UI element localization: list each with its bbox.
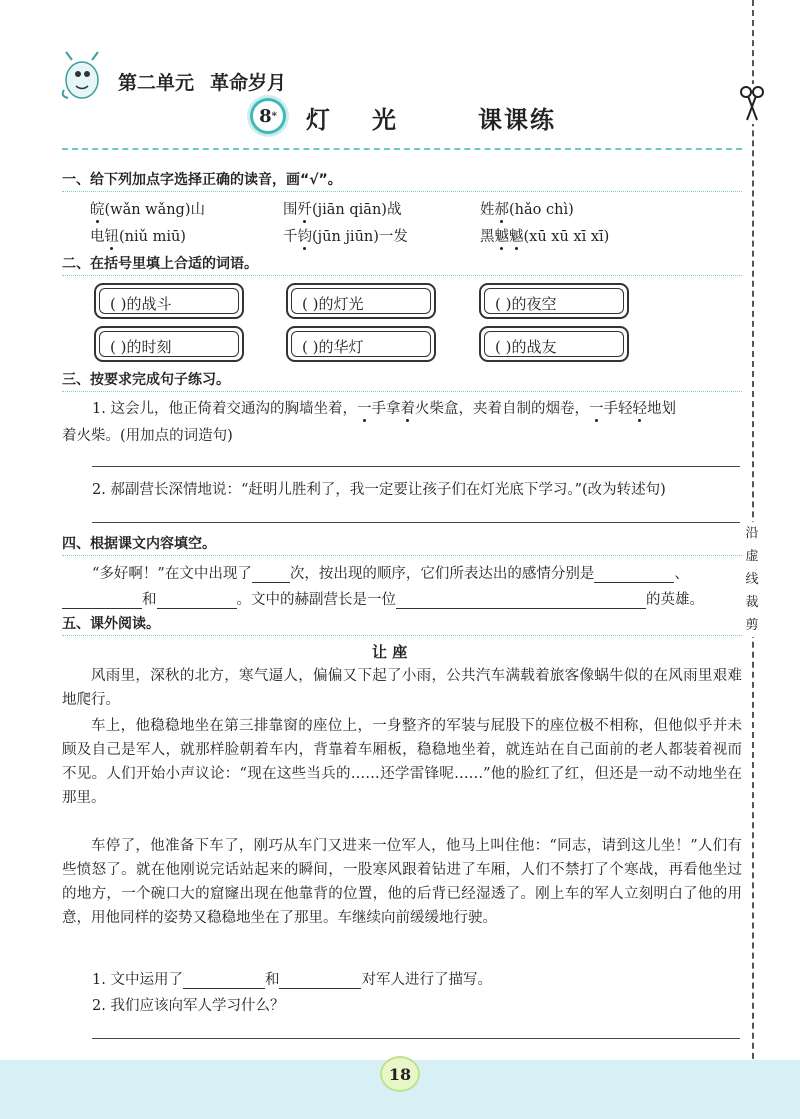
pinyin-item-3: 姓郝(hǎo chì) bbox=[480, 202, 574, 218]
story-title: 让 座 bbox=[372, 643, 408, 661]
word-box-1[interactable]: ( )的战斗 bbox=[94, 283, 244, 319]
lesson-title bbox=[306, 100, 556, 135]
word-box-2[interactable]: ( )的灯光 bbox=[286, 283, 436, 319]
cut-instruction: 沿虚线裁剪 bbox=[744, 522, 760, 637]
page-number: 18 bbox=[380, 1056, 420, 1092]
blank-description-2[interactable] bbox=[279, 973, 361, 989]
answer-line-reading[interactable] bbox=[92, 1038, 740, 1039]
word-box-3[interactable]: ( )的夜空 bbox=[479, 283, 629, 319]
unit-label: 第二单元 bbox=[118, 72, 195, 94]
word-box-6[interactable]: ( )的战友 bbox=[479, 326, 629, 362]
blank-hero[interactable] bbox=[396, 593, 646, 609]
sentence-q1-line1: 1. 这会儿，他正倚着交通沟的胸墙坐着，一手拿着火柴盒，夹着自制的烟卷，一手轻轻地划 bbox=[92, 401, 676, 417]
answer-line-q2[interactable] bbox=[92, 522, 740, 523]
pinyin-item-4: 电钮(niǔ miū) bbox=[90, 229, 186, 245]
story-paragraph-3: 车停了，他准备下车了，刚巧从车门又进来一位军人，他马上叫住他：“同志，请到这儿坐！”人们有些愤怒了。就在他刚说完话站起来的瞬间，一股寒风跟着钻进了车厢，人们不禁打了个寒战，再看他坐过的地方，一个碗口大的窟窿出现在他靠背的位置，他的后背已经湿透了。刚上车的军人立刻明白了他的用意，用他同样的姿势又稳稳地坐在了那里。车继续向前缓缓地行驶。 bbox=[62, 838, 742, 926]
lesson-number: 8 bbox=[259, 105, 272, 127]
section-5-title: 五、课外阅读。 bbox=[62, 614, 742, 636]
unit-theme: 革命岁月 bbox=[210, 72, 287, 94]
title-char-2: 光 bbox=[372, 106, 398, 134]
lesson-mark: * bbox=[271, 110, 277, 122]
pinyin-item-1: 皖(wǎn wǎng)山 bbox=[90, 202, 205, 218]
sentence-q2: 2. 郝副营长深情地说：“赶明儿胜利了，我一定要让孩子们在灯光底下学习。”(改为转述句) bbox=[92, 482, 666, 498]
pinyin-item-2: 围歼(jiān qiān)战 bbox=[283, 202, 402, 218]
mascot-icon bbox=[58, 50, 104, 102]
scissors-icon bbox=[737, 84, 767, 124]
section-4-title: 四、根据课文内容填空。 bbox=[62, 534, 742, 556]
title-char-1: 灯 bbox=[306, 106, 332, 134]
section-1-title: 一、给下列加点字选择正确的读音，画“√”。 bbox=[62, 170, 742, 192]
series-label: 课课练 bbox=[478, 106, 556, 134]
blank-count[interactable] bbox=[252, 567, 290, 583]
blank-emotion-2[interactable] bbox=[62, 593, 142, 609]
pinyin-item-5: 千钧(jūn jiūn)一发 bbox=[283, 229, 408, 245]
fill-line-2: 和 。文中的赫副营长是一位 的英雄。 bbox=[62, 588, 704, 609]
word-box-4[interactable]: ( )的时刻 bbox=[94, 326, 244, 362]
reading-q1: 1. 文中运用了 和 对军人进行了描写。 bbox=[92, 972, 492, 988]
blank-emotion-3[interactable] bbox=[157, 593, 237, 609]
blank-emotion-1[interactable] bbox=[594, 567, 674, 583]
blank-description-1[interactable] bbox=[183, 973, 265, 989]
fill-line-1: “多好啊！”在文中出现了 次，按出现的顺序，它们所表达出的感情分别是 、 bbox=[92, 566, 689, 582]
sentence-q1-line2: 着火柴。(用加点的词造句) bbox=[62, 428, 233, 444]
story-paragraph-2: 车上，他稳稳地坐在第三排靠窗的座位上，一身整齐的军装与屁股下的座位极不相称，但他似乎并未顾及自己是军人，就那样脸朝着车内，背靠着车厢板，稳稳地坐着，就连站在自己面前的老人都装着视而不见。人们开始小声议论：“现在这些当兵的……还学雷锋呢……”他的脸红了红，但还是一动不动地坐在那里。 bbox=[62, 718, 742, 806]
word-box-5[interactable]: ( )的华灯 bbox=[286, 326, 436, 362]
reading-q2: 2. 我们应该向军人学习什么？ bbox=[92, 998, 285, 1014]
pinyin-item-6: 黑魆魆(xū xū xī xī) bbox=[480, 229, 610, 245]
header-divider bbox=[62, 148, 742, 150]
section-3-title: 三、按要求完成句子练习。 bbox=[62, 370, 742, 392]
answer-line-q1[interactable] bbox=[92, 466, 740, 467]
section-2-title: 二、在括号里填上合适的词语。 bbox=[62, 254, 742, 276]
story-paragraph-1: 风雨里，深秋的北方，寒气逼人，偏偏又下起了小雨，公共汽车满载着旅客像蜗牛似的在风雨里艰难地爬行。 bbox=[62, 668, 742, 708]
lesson-number-badge bbox=[250, 98, 286, 134]
unit-heading bbox=[118, 68, 302, 95]
